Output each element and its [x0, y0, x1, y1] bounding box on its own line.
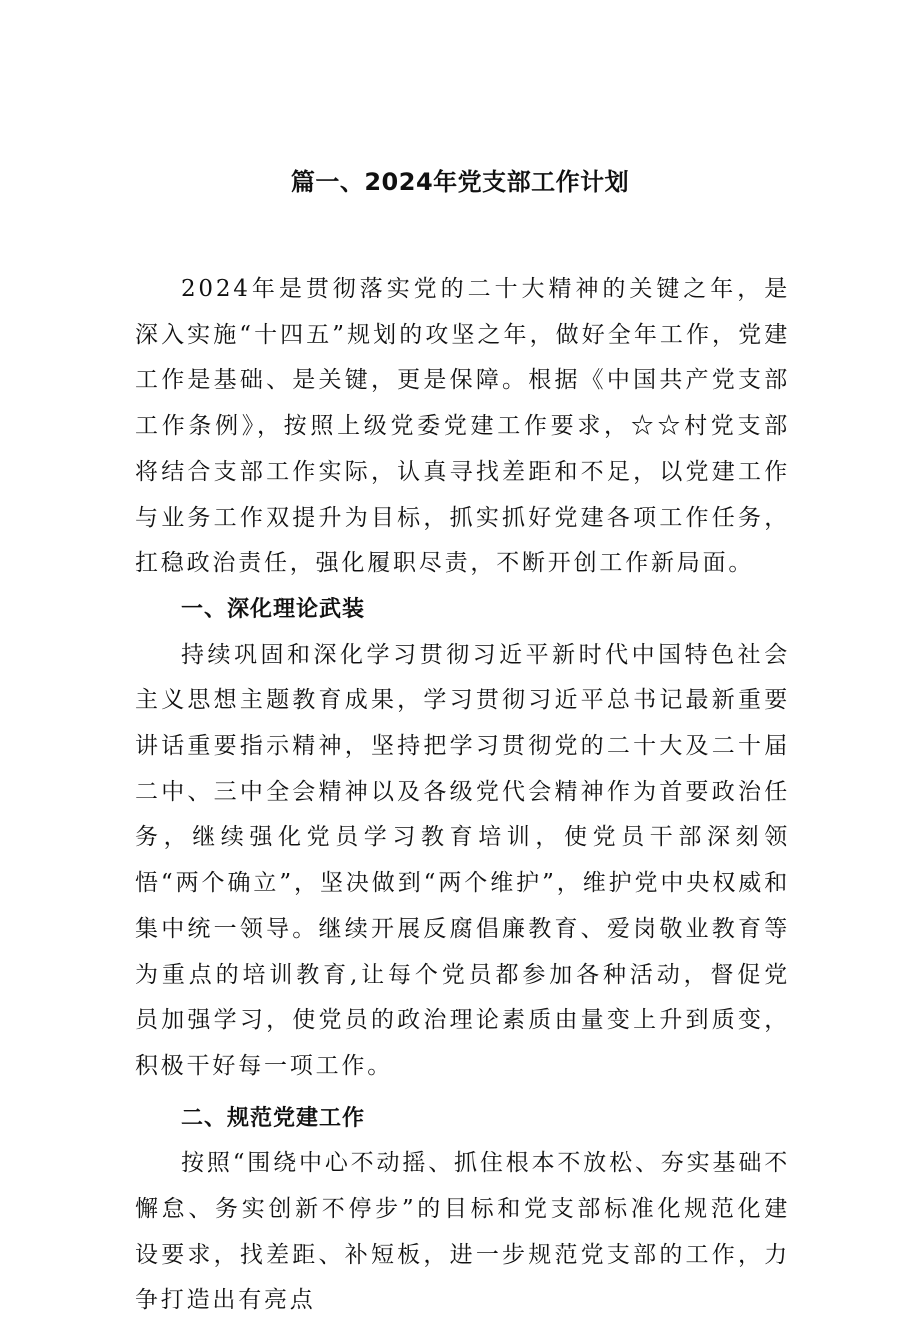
document-title: 篇一、2024年党支部工作计划: [290, 168, 630, 196]
document-body: [135, 267, 790, 1324]
section-heading-theory: 一、深化理论武装: [181, 596, 366, 622]
section-paragraph-theory: 持续巩固和深化学习贯彻习近平新时代中国特色社会主义思想主题教育成果，学习贯彻习近平总书记最新重要讲话重要指示精神，坚持把学习贯彻党的二十大及二十届二中、三中全会精神以及各级党代会精神作为首要政治任务，继续强化党员学习教育培训，使党员干部深刻领悟“两个确立”，坚决做到“两个维护”，维护党中央权威和集中统一领导。继续开展反腐倡廉教育、爱岗敬业教育等为重点的培训教育,让每个党员都参加各种活动，督促党员加强学习，使党员的政治理论素质由量变上升到质变，积极干好每一项工作。: [135, 641, 790, 1079]
section-paragraph-party-building: 按照“围绕中心不动摇、抓住根本不放松、夯实基础不懈怠、务实创新不停步”的目标和党支部标准化规范化建设要求，找差距、补短板，进一步规范党支部的工作，力争打造出有亮点: [135, 1150, 790, 1314]
intro-paragraph: 2024年是贯彻落实党的二十大精神的关键之年，是深入实施“十四五”规划的攻坚之年，做好全年工作，党建工作是基础、是关键，更是保障。根据《中国共产党支部工作条例》，按照上级党委党建工作要求，☆☆村党支部将结合支部工作实际，认真寻找差距和不足，以党建工作与业务工作双提升为目标，抓实抓好党建各项工作任务，扛稳政治责任，强化履职尽责，不断开创工作新局面。: [135, 276, 790, 577]
section-heading-party-building: 二、规范党建工作: [181, 1105, 366, 1131]
